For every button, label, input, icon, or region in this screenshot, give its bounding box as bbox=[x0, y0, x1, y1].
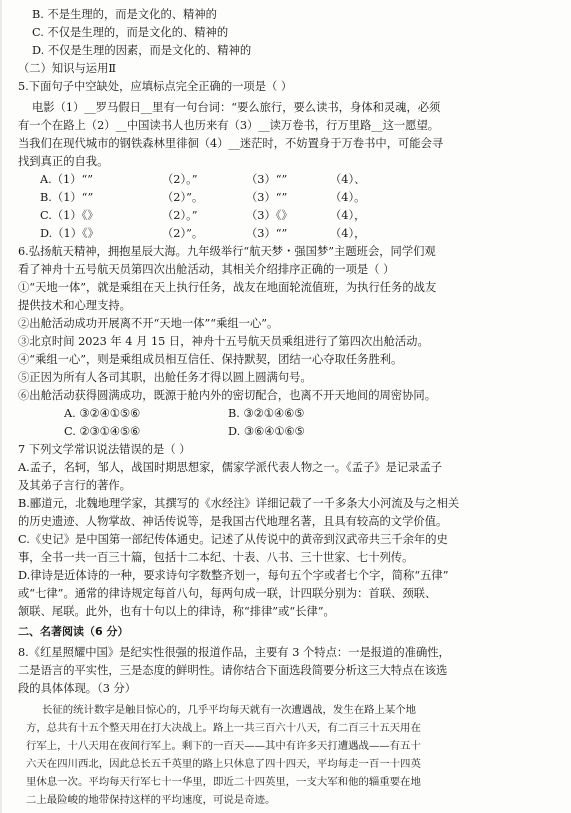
q7-line: C.《史记》是中国第一部纪传体通史。记述了从传说中的黄帝到汉武帝共三千余年的史 bbox=[18, 533, 448, 546]
q5-option-d-4: （4）， bbox=[330, 227, 366, 240]
q5-option-c-4: （4）， bbox=[330, 209, 366, 222]
question-8-stem: 二是语言的平实性，三是态度的鲜明性。请你结合下面选段简要分析这三大特点在该选 bbox=[18, 664, 448, 677]
option-c-line: C. 不仅是生理的，而是文化的、精神的 bbox=[32, 26, 229, 39]
q6-item-line: 提供技术和心理支持。 bbox=[18, 299, 131, 312]
q8-passage-line: 方，总共有十五个整天用在打大决战上。路上一共三百六十八天，有二百三十五天用在 bbox=[26, 722, 421, 734]
question-7-stem: 7 下列文学常识说法错误的是（ ） bbox=[18, 443, 191, 456]
q5-option-d-1: D.（1）《》 bbox=[40, 227, 99, 240]
q6-item-line: ⑥出舱活动获得圆满成功，既源于舱内外的密切配合，也离不开天地间的周密协同。 bbox=[18, 389, 436, 402]
q6-item-line: ②出舱活动成功开展离不开“天地一体”“乘组一心”。 bbox=[18, 317, 279, 330]
scan-edge-shadow bbox=[0, 0, 2, 813]
q5-passage-line: 找到真正的自我。 bbox=[18, 155, 109, 168]
q5-option-d-2: （2）”。 bbox=[162, 227, 204, 240]
q5-option-a-2: （2）。” bbox=[162, 173, 198, 186]
q5-option-b-1: B.（1）“” bbox=[40, 191, 94, 204]
q6-item-line: ③北京时间 2023 年 4 月 15 日，神舟十五号航天员乘组进行了第四次出舱活动。 bbox=[18, 335, 429, 348]
question-6-stem: 看了神舟十五号航天员第四次出舱活动，其相关介绍排序正确的一项是（ ） bbox=[18, 263, 395, 276]
q5-option-b-2: （2）”。 bbox=[162, 191, 204, 204]
q8-passage-line: 长征的统计数字是触目惊心的，几乎平均每天就有一次遭遇战，发生在路上某个地 bbox=[42, 704, 417, 716]
q6-item-line: ⑤正因为所有人各司其职，出舱任务才得以圆上圆满句号。 bbox=[18, 371, 312, 384]
q7-line: 的历史遗迹、人物掌故、神话传说等，是我国古代地理名著，且具有较高的文学价值。 bbox=[18, 515, 448, 528]
q8-passage-line: 六天在四川西北，因此总长五千英里的路上只休息了四十四天，平均每走一百一十四英 bbox=[26, 758, 421, 770]
q5-option-d-3: （3）“” bbox=[246, 227, 288, 240]
q7-line: D.律诗是近体诗的一种，要求诗句字数整齐划一，每句五个字或者七个字，简称“五律” bbox=[18, 569, 449, 582]
q6-option-a: A. ③②④①⑤⑥ bbox=[64, 407, 141, 420]
q5-option-a-1: A.（1）“” bbox=[40, 173, 94, 186]
q5-option-b-3: （3）“” bbox=[246, 191, 288, 204]
option-b-line: B. 不是生理的，而是文化的、精神的 bbox=[32, 8, 217, 21]
q8-passage-line: 里休息一次。平均每天行军七十一华里，即近二十四英里，一支大军和他的辎重要在地 bbox=[26, 776, 421, 788]
q5-option-a-3: （3）“” bbox=[246, 173, 288, 186]
section-heading: 二、名著阅读（6 分） bbox=[18, 625, 129, 638]
q6-item-line: ①“天地一体”，就是乘组在天上执行任务，战友在地面轮流值班，为执行任务的战友 bbox=[18, 281, 437, 294]
question-8-stem: 段的具体体现。（3 分） bbox=[18, 682, 137, 695]
q6-item-line: ④“乘组一心”，则是乘组成员相互信任、保持默契，团结一心夺取任务胜利。 bbox=[18, 353, 403, 366]
q5-option-b-4: （4）。 bbox=[330, 191, 366, 204]
section-heading: （二）知识与运用Ⅱ bbox=[18, 62, 117, 75]
q5-option-c-2: （2）。” bbox=[162, 209, 198, 222]
q5-passage-line: 有一个在路上（2）__中国读书人也历来有（3）__读万卷书，行万里路__这一愿望。 bbox=[18, 119, 440, 132]
q6-option-d: D. ③⑥④①⑥⑤ bbox=[228, 425, 305, 438]
q5-passage-line: 电影（1）__罗马假日__里有一句台词：“要么旅行，要么读书，身体和灵魂，必须 bbox=[32, 101, 441, 114]
q7-line: 颔联、尾联。此外，也有十句以上的律诗，称“排律”或“长律”。 bbox=[18, 605, 335, 618]
q6-option-c: C. ②③①④⑤⑥ bbox=[64, 425, 141, 438]
q6-option-b: B. ③②①④⑥⑤ bbox=[228, 407, 305, 420]
q7-line: 及其弟子言行的著作。 bbox=[18, 479, 131, 492]
question-8-stem: 8.《红星照耀中国》是纪实性很强的报道作品，主要有 3 个特点：一是报道的准确性， bbox=[18, 646, 450, 659]
question-6-stem: 6.弘扬航天精神，拥抱星辰大海。九年级举行“航天梦・强国梦”主题班会，同学们观 bbox=[18, 245, 436, 258]
q5-passage-line: 当我们在现代城市的钢铁森林里徘徊（4）__迷茫时，不妨置身于万卷书中，可能会寻 bbox=[18, 137, 444, 150]
q8-passage-line: 行军上，十八天用在夜间行军上。剩下的一百天——其中有许多天打遭遇战——有五十 bbox=[26, 740, 421, 752]
q8-passage-line: 二上最险峻的地带保持这样的平均速度，可说是奇迹。 bbox=[26, 794, 276, 806]
q7-line: 事，全书一共一百三十篇，包括十二本纪、十表、八书、三十世家、七十列传。 bbox=[18, 551, 414, 564]
q7-line: 或“七律”。通常的律诗规定每首八句，每两句成一联，计四联分别为：首联、颈联、 bbox=[18, 587, 437, 600]
option-d-line: D. 不仅是生理的因素，而是文化的、精神的 bbox=[32, 44, 252, 57]
q7-line: A.孟子，名轲，邹人，战国时期思想家，儒家学派代表人物之一。《孟子》是记录孟子 bbox=[18, 461, 443, 474]
q5-option-c-3: （3）《》 bbox=[246, 209, 293, 222]
question-5-stem: 5.下面句子中空缺处，应填标点完全正确的一项是（ ） bbox=[18, 80, 293, 93]
q5-option-c-1: C.（1）《》 bbox=[40, 209, 99, 222]
q7-line: B.郦道元，北魏地理学家，其撰写的《水经注》详细记载了一千多条大小河流及与之相关 bbox=[18, 497, 460, 510]
q5-option-a-4: （4）、 bbox=[330, 173, 366, 186]
